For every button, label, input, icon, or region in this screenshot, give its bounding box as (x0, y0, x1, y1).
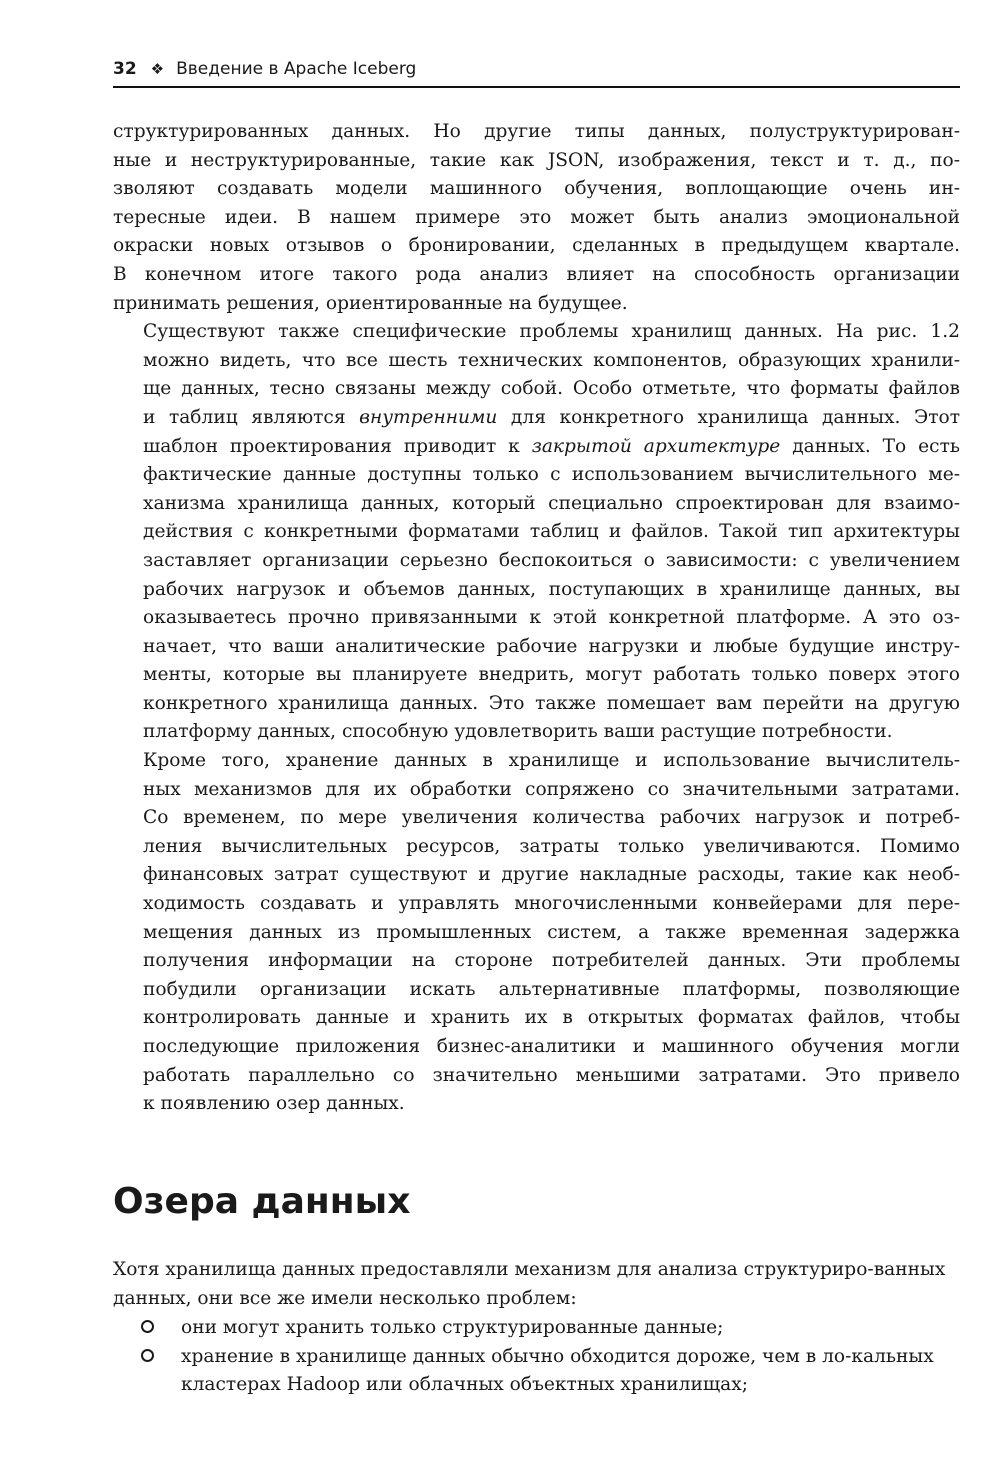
text-line: Существуют также специфические проблемы хранилищ данных. На рис. 1.2 (143, 321, 960, 343)
circle-bullet-icon (141, 1349, 154, 1362)
circle-bullet-icon (141, 1320, 154, 1333)
paragraph (113, 747, 960, 1119)
text-line: кальных кластерах Hadoop или облачных объектных хранилищах; (181, 1345, 934, 1396)
text-line: работать параллельно со значительно меньшими затратами. Это привело (143, 1064, 960, 1086)
page-number: 32 (113, 59, 137, 79)
text-line: Хотя хранилища данных предоставляли механизм для анализа структуриро- (113, 1259, 874, 1280)
text-line: В конечном итоге такого рода анализ влияет на способность организации (113, 263, 960, 285)
text-line: мещения данных из промышленных систем, а также временная задержка (143, 921, 960, 943)
text-line: ванных данных, они все же имели несколько проблем: (113, 1259, 946, 1309)
list-item (113, 1343, 960, 1400)
running-title: Введение в Apache Iceberg (176, 59, 417, 79)
text-line: к появлению озер данных. (143, 1093, 405, 1115)
text-line: окраски новых отзывов о бронировании, сделанных в предыдущем квартале. (113, 235, 960, 257)
text-line: ще данных, тесно связаны между собой. Особо отметьте, что форматы файлов (143, 378, 960, 400)
body-text (113, 118, 960, 1119)
text-line: хранение в хранилище данных обычно обходится дороже, чем в ло- (181, 1345, 852, 1367)
text-line: ных механизмов для их обработки сопряжено со значительными затратами. (143, 778, 960, 800)
text-line: принимать решения, ориентированные на будущее. (113, 292, 628, 314)
section-intro (113, 1256, 960, 1313)
text-line: конкретного хранилища данных. Это также помешает вам перейти на другую (143, 692, 960, 714)
text-line: финансовых затрат существуют и другие накладные расходы, такие как необ- (143, 864, 960, 886)
text-line: можно видеть, что все шесть технических компонентов, образующих хранили- (143, 349, 960, 371)
text-line: менты, которые вы планируете внедрить, могут работать только поверх этого (143, 664, 960, 686)
text-line: фактические данные доступны только с использованием вычислительного ме- (143, 464, 960, 486)
list-item (113, 1314, 960, 1343)
text-line: заставляет организации серьезно беспокоиться о зависимости: с увеличением (143, 549, 960, 571)
text-line: начает, что ваши аналитические рабочие нагрузки и любые будущие инстру- (143, 635, 960, 657)
text-line: ные и неструктурированные, такие как JSON, изображения, текст и т. д., по- (113, 149, 960, 171)
ornament-icon: ❖ (150, 60, 165, 78)
emphasis: внутренними (359, 406, 498, 428)
text-line: шаблон проектирования приводит к закрытой архитектуре данных. То есть (143, 435, 960, 457)
bullet-list (113, 1314, 960, 1400)
text-line: побудили организации искать альтернативные платформы, позволяющие (143, 978, 960, 1000)
text-line: контролировать данные и хранить их в открытых форматах файлов, чтобы (143, 1007, 960, 1029)
emphasis: закрытой архитектуре (531, 435, 781, 457)
text-line: они могут хранить только структурированные данные; (181, 1317, 724, 1338)
text-line: структурированных данных. Но другие типы данных, полуструктурирован- (113, 121, 960, 142)
text-line: Со временем, по мере увеличения количества рабочих нагрузок и потреб- (143, 807, 960, 829)
text-line: и таблиц являются внутренними для конкретного хранилища данных. Этот (143, 406, 960, 428)
text-line: Кроме того, хранение данных в хранилище и использование вычислитель- (143, 750, 960, 772)
text-line: действия с конкретными форматами таблиц и файлов. Такой тип архитектуры (143, 521, 960, 543)
text-line: получения информации на стороне потребителей данных. Эти проблемы (143, 950, 960, 972)
section-heading: Озера данных (113, 1181, 411, 1222)
text-line: последующие приложения бизнес-аналитики и машинного обучения могли (143, 1036, 960, 1057)
text-line: оказываетесь прочно привязанными к этой конкретной платформе. А это оз- (143, 607, 960, 629)
text-line: зволяют создавать модели машинного обучения, воплощающие очень ин- (113, 178, 960, 200)
paragraph (113, 118, 960, 318)
text-line: тересные идеи. В нашем примере это может быть анализ эмоциональной (113, 206, 960, 228)
text-line: платформу данных, способную удовлетворить ваши растущие потребности. (143, 721, 893, 743)
text-line: рабочих нагрузок и объемов данных, поступающих в хранилище данных, вы (143, 578, 960, 600)
text-line: ходимость создавать и управлять многочисленными конвейерами для пере- (143, 893, 960, 915)
running-header (113, 54, 960, 88)
text-line: ления вычислительных ресурсов, затраты только увеличиваются. Помимо (143, 835, 960, 857)
paragraph (113, 318, 960, 747)
text-line: ханизма хранилища данных, который специально спроектирован для взаимо- (143, 492, 960, 514)
